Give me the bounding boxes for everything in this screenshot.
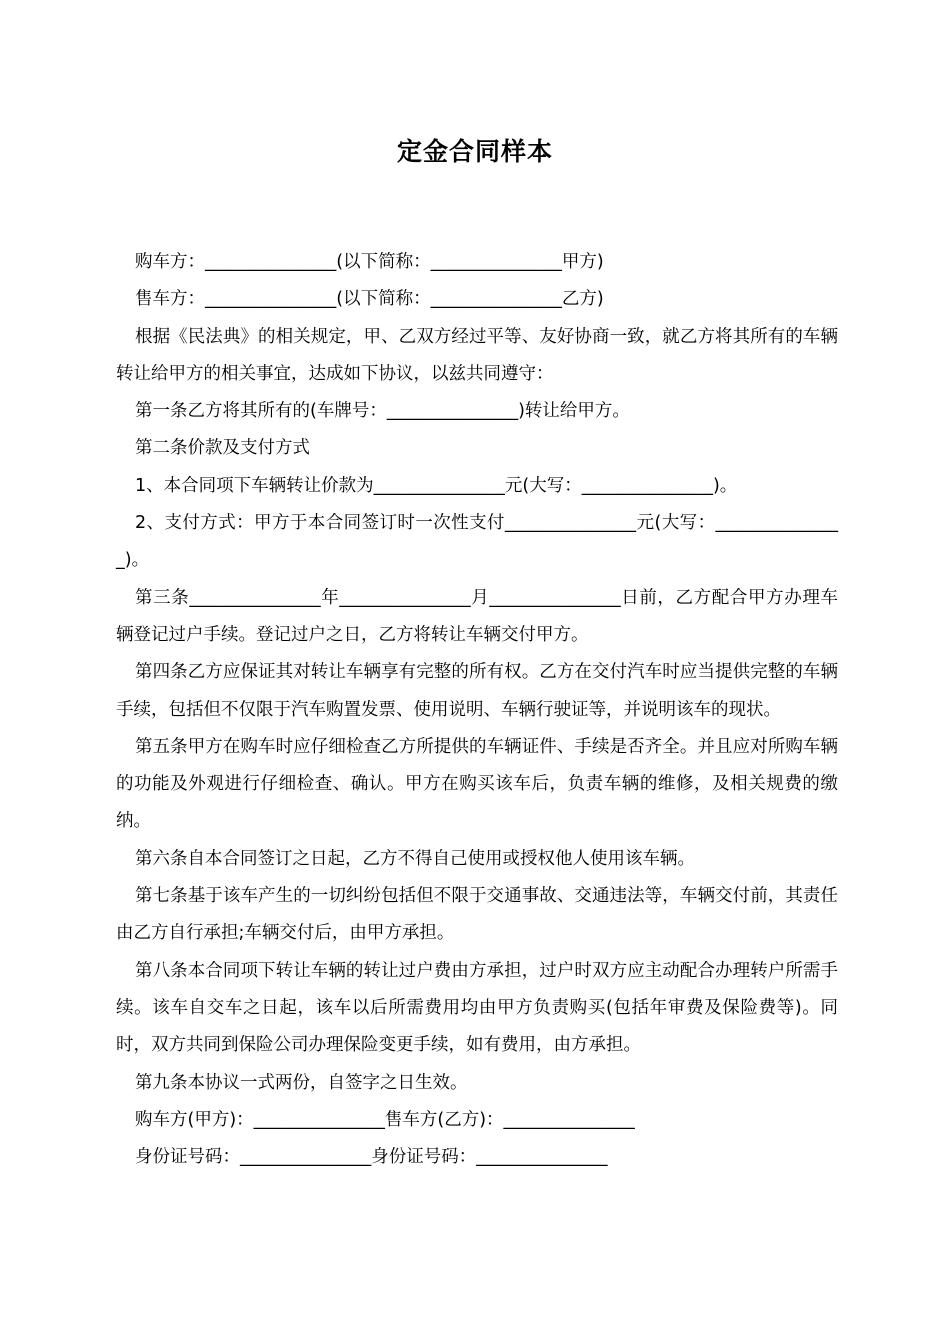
article-2-heading: 第二条价款及支付方式 [135,438,310,459]
article-9: 第九条本协议一式两份，自签字之日生效。 [135,1072,468,1093]
article-7: 第七条基于该车产生的一切纠纷包括但不限于交通事故、交通违法等，车辆交付前，其责任由乙方自行承担;车辆交付后，由甲方承担。 [116,886,838,944]
buyer-line: 购车方：_______________(以下简称：_______________甲方) [135,252,604,272]
article-5: 第五条甲方在购车时应仔细检查乙方所提供的车辆证件、手续是否齐全。并且应对所购车辆的功能及外观进行仔细检查、确认。甲方在购买该车后，负责车辆的维修，及相关规费的缴纳。 [116,736,838,832]
article-6: 第六条自本合同签订之日起，乙方不得自己使用或授权他人使用该车辆。 [135,848,695,869]
signature-line: 购车方(甲方)：_______________售车方(乙方)：_______________ [135,1109,635,1130]
article-4: 第四条乙方应保证其对转让车辆享有完整的所有权。乙方在交付汽车时应当提供完整的车辆手续，包括但不仅限于汽车购置发票、使用说明、车辆行驶证等，并说明该车的现状。 [116,662,838,720]
id-number-line: 身份证号码：_______________身份证号码：_______________ [135,1147,608,1168]
preamble-paragraph: 根据《民法典》的相关规定，甲、乙双方经过平等、友好协商一致，就乙方将其所有的车辆转让给甲方的相关事宜，达成如下协议，以兹共同遵守： [116,326,838,384]
article-1: 第一条乙方将其所有的(车牌号：_______________)转让给甲方。 [135,401,630,422]
article-8: 第八条本合同项下转让车辆的转让过户费由方承担，过户时双方应主动配合办理转户所需手续。该车自交车之日起，该车以后所需费用均由甲方负责购买(包括年审费及保险费等)。同时，双方共同到保险公司办理保险变更手续，如有费用，由方承担。 [116,960,838,1056]
article-2-item-2: 2、支付方式：甲方于本合同签订时一次性支付_______________元(大写：_______________)。 [116,513,838,571]
seller-line: 售车方：_______________(以下简称：_______________乙方) [135,289,604,310]
article-3: 第三条_______________年_______________月_______________日前，乙方配合甲方办理车辆登记过户手续。登记过户之日，乙方将转让车辆交付甲方。 [116,587,838,645]
document-body [116,244,838,1176]
document-title: 定金合同样本 [396,137,553,166]
article-2-item-1: 1、本合同项下车辆转让价款为_______________元(大写：_______________)。 [135,475,738,496]
